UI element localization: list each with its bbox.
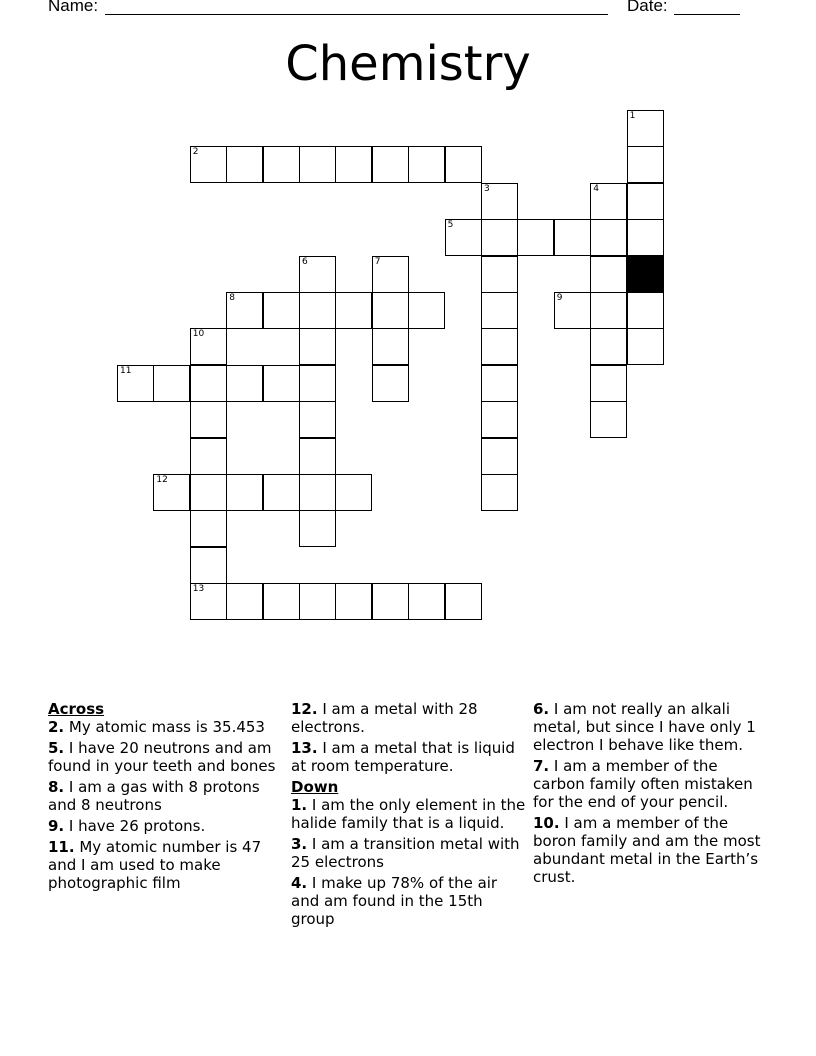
crossword-cell[interactable] [481, 219, 518, 256]
cell-number: 1 [629, 111, 636, 121]
clue-text: I am a metal with 28 electrons. [291, 700, 478, 736]
crossword-cell[interactable] [190, 438, 227, 475]
clue-number: 5. [48, 739, 65, 757]
clue-text: I am not really an alkali metal, but since I have only 1 electron I behave like them. [533, 700, 756, 754]
black-cell [627, 256, 664, 293]
crossword-cell[interactable] [190, 474, 227, 511]
clue-number: 4. [291, 874, 308, 892]
cell-number: 6 [302, 256, 308, 267]
crossword-cell[interactable] [190, 547, 227, 584]
cell-number: 5 [447, 220, 454, 231]
crossword-cell[interactable] [263, 292, 300, 329]
clue-number: 1. [291, 796, 308, 814]
clue-number: 8. [48, 778, 65, 796]
page-title: Chemistry [285, 36, 531, 92]
clue-across-12 [291, 700, 527, 736]
crossword-cell[interactable] [153, 474, 190, 511]
clue-across-9 [48, 817, 280, 835]
cell-number: 4 [593, 183, 599, 194]
clue-across-2 [48, 718, 280, 736]
clue-across-5 [48, 739, 280, 775]
cell-number: 2 [192, 147, 199, 158]
clue-text: I am a member of the carbon family often mistaken for the end of your pencil. [533, 757, 753, 811]
crossword-cell[interactable] [445, 583, 482, 620]
crossword-cell[interactable] [299, 438, 336, 475]
clue-text: I have 26 protons. [64, 817, 206, 835]
crossword-cell[interactable] [372, 292, 409, 329]
crossword-cell[interactable] [372, 256, 409, 293]
clue-number: 13. [291, 739, 318, 757]
cell-number: 10 [192, 329, 205, 340]
crossword-cell[interactable] [627, 183, 664, 220]
crossword-cell[interactable] [372, 583, 409, 620]
crossword-cell[interactable] [372, 365, 409, 402]
clue-down-4 [291, 874, 527, 928]
crossword-cell[interactable] [481, 183, 518, 220]
crossword-cell[interactable] [190, 365, 227, 402]
clue-number: 9. [48, 817, 65, 835]
crossword-cell[interactable] [517, 219, 554, 256]
cell-number: 3 [484, 183, 490, 194]
crossword-cell[interactable] [335, 583, 372, 620]
crossword-cell[interactable] [408, 583, 445, 620]
crossword-cell[interactable] [299, 474, 336, 511]
clue-text: I am a member of the boron family and am the most abundant metal in the Earth’s crust. [533, 814, 761, 886]
name-label: Name: [48, 0, 99, 15]
clue-number: 11. [48, 838, 75, 856]
crossword-cell[interactable] [226, 474, 263, 511]
crossword-cell[interactable] [226, 292, 263, 329]
crossword-cell[interactable] [263, 365, 300, 402]
crossword-cell[interactable] [445, 219, 482, 256]
crossword-cell[interactable] [372, 328, 409, 365]
clue-text: I am the only element in the halide family that is a liquid. [291, 796, 526, 832]
crossword-cell[interactable] [226, 365, 263, 402]
crossword-cell[interactable] [299, 256, 336, 293]
crossword-cell[interactable] [481, 365, 518, 402]
crossword-cell[interactable] [590, 219, 627, 256]
clue-number: 3. [291, 835, 308, 853]
crossword-cell[interactable] [590, 401, 627, 438]
crossword-cell[interactable] [190, 328, 227, 365]
crossword-cell[interactable] [226, 583, 263, 620]
crossword-cell[interactable] [590, 292, 627, 329]
crossword-cell[interactable] [299, 401, 336, 438]
clues-column-2 [291, 700, 527, 931]
crossword-cell[interactable] [299, 328, 336, 365]
crossword-cell[interactable] [590, 328, 627, 365]
crossword-cell[interactable] [554, 292, 591, 329]
clue-down-7 [533, 757, 769, 811]
crossword-cell[interactable] [299, 292, 336, 329]
clue-text: I make up 78% of the air and am found in the 15th group [291, 874, 498, 928]
clue-number: 2. [48, 718, 65, 736]
clues-column-3 [533, 700, 769, 889]
crossword-cell[interactable] [408, 146, 445, 183]
crossword-cell[interactable] [263, 146, 300, 183]
crossword-cell[interactable] [335, 474, 372, 511]
cell-number: 11 [120, 365, 132, 376]
crossword-cell[interactable] [263, 474, 300, 511]
crossword-cell[interactable] [627, 146, 664, 183]
clue-down-1 [291, 796, 527, 832]
crossword-cell[interactable] [226, 146, 263, 183]
crossword-cell[interactable] [627, 219, 664, 256]
crossword-cell[interactable] [627, 328, 664, 365]
crossword-cell[interactable] [590, 256, 627, 293]
date-label: Date: [627, 0, 668, 15]
clue-text: My atomic mass is 35.453 [64, 718, 265, 736]
crossword-cell[interactable] [445, 146, 482, 183]
crossword-cell[interactable] [335, 146, 372, 183]
crossword-cell[interactable] [117, 365, 154, 402]
cell-number: 8 [229, 293, 235, 303]
cell-number: 13 [192, 584, 205, 595]
clue-down-3 [291, 835, 527, 871]
cell-number: 7 [374, 256, 381, 267]
down-heading: Down [291, 778, 339, 796]
crossword-cell[interactable] [299, 146, 336, 183]
clue-number: 10. [533, 814, 560, 832]
crossword-cell[interactable] [627, 110, 664, 147]
crossword-cell[interactable] [263, 583, 300, 620]
crossword-cell[interactable] [590, 365, 627, 402]
crossword-cell[interactable] [299, 365, 336, 402]
crossword-cell[interactable] [190, 510, 227, 547]
crossword-cell[interactable] [372, 146, 409, 183]
clue-down-6 [533, 700, 769, 754]
crossword-cell[interactable] [481, 292, 518, 329]
clue-text: I am a metal that is liquid at room temperature. [291, 739, 515, 775]
crossword-cell[interactable] [190, 401, 227, 438]
crossword-cell[interactable] [554, 219, 591, 256]
crossword-cell[interactable] [481, 256, 518, 293]
cell-number: 9 [556, 293, 563, 303]
crossword-cell[interactable] [153, 365, 190, 402]
clue-number: 12. [291, 700, 318, 718]
clue-text: I have 20 neutrons and am found in your teeth and bones [48, 739, 276, 775]
clues-column-1 [48, 700, 280, 895]
crossword-cell[interactable] [590, 183, 627, 220]
cell-number: 12 [156, 475, 168, 485]
clue-across-11 [48, 838, 280, 892]
crossword-cell[interactable] [299, 583, 336, 620]
crossword-cell[interactable] [627, 292, 664, 329]
clue-text: My atomic number is 47 and I am used to make photographic film [48, 838, 262, 892]
clue-across-13 [291, 739, 527, 775]
clue-text: I am a gas with 8 protons and 8 neutrons [48, 778, 260, 814]
crossword-cell[interactable] [190, 146, 227, 183]
crossword-cell[interactable] [335, 292, 372, 329]
clue-down-10 [533, 814, 769, 886]
crossword-cell[interactable] [408, 292, 445, 329]
crossword-cell[interactable] [299, 510, 336, 547]
clue-across-8 [48, 778, 280, 814]
crossword-cell[interactable] [481, 401, 518, 438]
clue-number: 6. [533, 700, 550, 718]
crossword-cell[interactable] [481, 474, 518, 511]
across-heading: Across [48, 700, 105, 718]
crossword-cell[interactable] [481, 438, 518, 475]
crossword-cell[interactable] [481, 328, 518, 365]
clue-number: 7. [533, 757, 550, 775]
crossword-cell[interactable] [190, 583, 227, 620]
clue-text: I am a transition metal with 25 electrons [291, 835, 520, 871]
